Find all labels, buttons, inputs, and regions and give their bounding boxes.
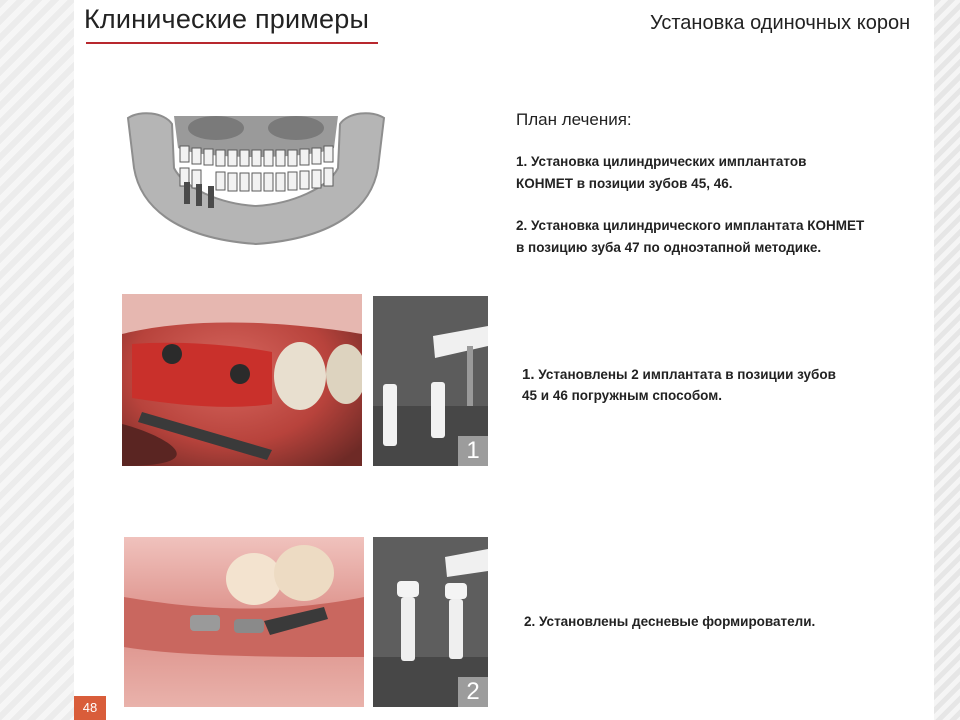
right-background-strip — [934, 0, 960, 720]
xray-step-2 — [373, 537, 488, 707]
section-subtitle: Установка одиночных корон — [650, 12, 911, 34]
clinical-photo-step-2 — [124, 537, 364, 707]
page-number-badge: 48 — [74, 696, 106, 720]
plan-item-1 — [516, 151, 926, 195]
step-1-caption — [522, 364, 922, 406]
title-underline — [86, 42, 378, 44]
plan-item-1-line-1: 1. Установка цилиндрических имплантатов — [516, 154, 807, 169]
plan-item-2 — [516, 215, 926, 259]
xray-label-2: 2 — [458, 677, 488, 707]
plan-item-1-line-2: КОНМЕТ в позиции зубов 45, 46. — [516, 176, 733, 191]
step-1-caption-number: 1. — [522, 366, 535, 383]
step-1-caption-text: Установлены 2 имплантата в позиции зубов — [534, 367, 836, 382]
xray-step-1 — [373, 296, 488, 466]
page-title: Клинические примеры — [84, 4, 370, 34]
plan-item-2-line-2: в позицию зуба 47 по одноэтапной методике. — [516, 240, 822, 255]
step-2-caption-line-1: 2. Установлены десневые формирователи. — [524, 614, 816, 629]
jaw-panoramic-illustration — [120, 108, 392, 248]
step-1-caption-line-2: 45 и 46 погружным способом. — [522, 388, 722, 403]
step-1-caption-line-1 — [522, 364, 922, 385]
left-background-strip — [0, 0, 74, 720]
step-2-caption — [524, 611, 924, 632]
plan-item-2-line-1: 2. Установка цилиндрического имплантата КОНМЕТ — [516, 218, 865, 233]
surgical-photo-step-1 — [122, 294, 362, 466]
xray-label-1: 1 — [458, 436, 488, 466]
plan-heading: План лечения: — [516, 110, 632, 129]
